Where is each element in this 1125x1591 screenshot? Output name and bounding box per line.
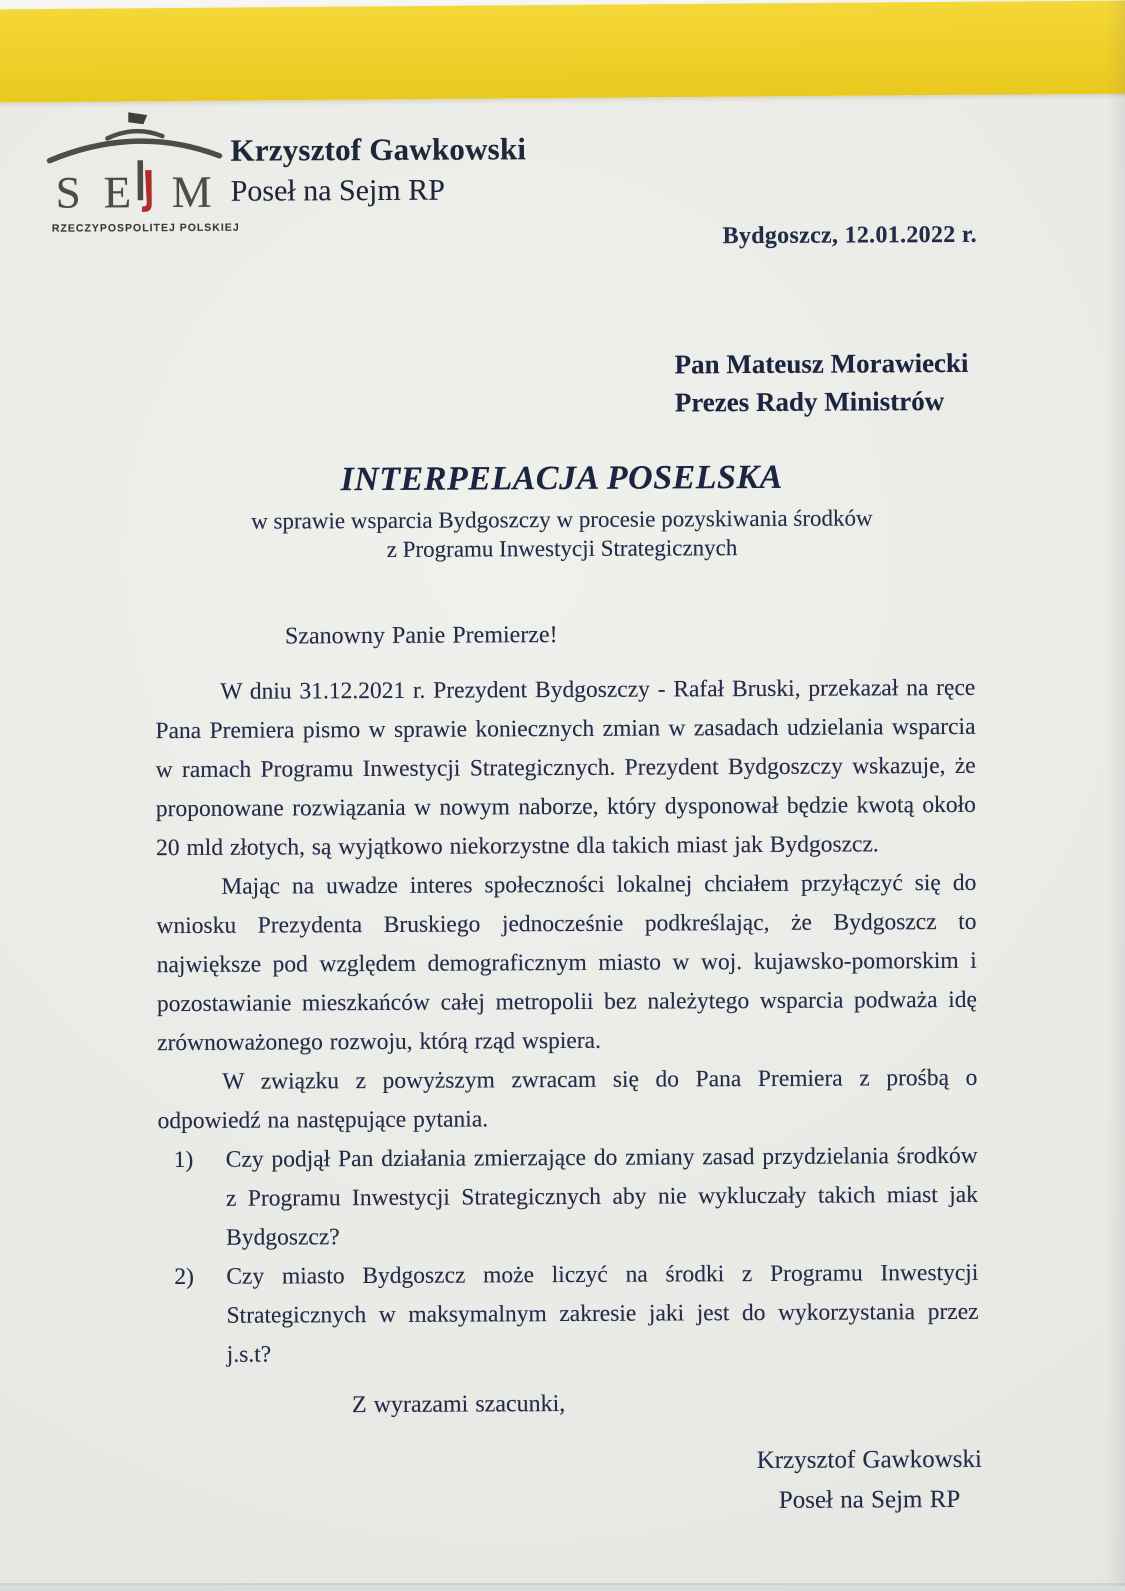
document-title: INTERPELACJA POSELSKA	[340, 458, 783, 499]
letter-body	[155, 614, 983, 1524]
body-paragraph: Mając na uwadze interes społeczności lokalnej chciałem przyłączyć się do wniosku Prezydenta Bruskiego jednocześnie podkreślając, że Bydgoszcz to największe pod względem demograficznym miasto w woj. kujawsko-pomorskim i pozostawianie mieszkańców całej metropolii bez należytego wsparcia podważa idę zrównoważonego rozwoju, którą rząd wspiera.	[156, 869, 977, 1057]
signature-title: Poseł na Sejm RP	[778, 1485, 961, 1514]
sender-name: Krzysztof Gawkowski	[230, 131, 527, 168]
logo-letter-s: S	[55, 167, 81, 218]
question-number: 2)	[174, 1263, 194, 1291]
sender-title: Poseł na Sejm RP	[230, 173, 445, 208]
title-block	[149, 458, 975, 565]
document-subtitle-line2: z Programu Inwestycji Strategicznych	[386, 535, 738, 562]
logo-j-stripe-grey-icon	[138, 160, 144, 200]
dateline: Bydgoszcz, 12.01.2022 r.	[722, 221, 977, 250]
question-number: 1)	[173, 1146, 194, 1174]
dome-lantern-icon	[107, 131, 162, 138]
addressee-title: Prezes Rady Ministrów	[674, 385, 945, 418]
paper-bottom-edge-line	[0, 1583, 1125, 1586]
question-item	[158, 1137, 979, 1258]
signature-block	[751, 1440, 987, 1521]
logo-letter-e: E	[103, 167, 132, 218]
signature-name: Krzysztof Gawkowski	[756, 1445, 983, 1474]
body-paragraph: W dniu 31.12.2021 r. Prezydent Bydgoszczy - Rafał Bruski, przekazał na ręce Pana Premiera pismo w sprawie koniecznych zmian w zasadach udzielania wsparcia w ramach Programu Inwestycji Strategicznych. Prezydent Bydgoszczy wskazuje, że proponowane rozwiązania w nowym naborze, który dysponował będzie kwotą około 20 mld złotych, są wyjątkowo niekorzystne dla takich miast jak Bydgoszcz.	[155, 674, 976, 862]
paper-bottom-strip	[0, 1587, 1125, 1591]
paper-right-edge-shadow	[1107, 0, 1125, 1591]
flag-icon	[128, 112, 147, 124]
question-item	[158, 1254, 979, 1375]
addressee-block	[674, 344, 968, 422]
body-paragraph: W związku z powyższym zwracam się do Pana Premiera z prośbą o odpowiedź na następujące pytania.	[157, 1064, 978, 1135]
logo-caption: RZECZYPOSPOLITEJ POLSKIEJ	[51, 221, 240, 235]
question-text: Czy podjął Pan działania zmierzające do zmiany zasad przydzielania środków z Programu Inwestycji Strategicznych aby nie wykluczały takich miast jak Bydgoszcz?	[225, 1142, 978, 1251]
salutation: Szanowny Panie Premierze!	[284, 622, 558, 650]
addressee-name: Pan Mateusz Morawiecki	[674, 347, 969, 380]
dome-roof-icon	[49, 141, 219, 161]
sejm-logo	[43, 110, 246, 243]
sender-block	[230, 131, 526, 209]
document-subtitle-line1: w sprawie wsparcia Bydgoszczy w procesie pozyskiwania środków	[251, 505, 873, 534]
closing-phrase: Z wyrazami szacunki,	[351, 1390, 566, 1419]
logo-letter-m: M	[171, 166, 212, 218]
question-text: Czy miasto Bydgoszcz może liczyć na środki z Programu Inwestycji Strategicznych w maksymalnym zakresie jaki jest do wykorzystania przez j.s.t?	[226, 1259, 979, 1368]
